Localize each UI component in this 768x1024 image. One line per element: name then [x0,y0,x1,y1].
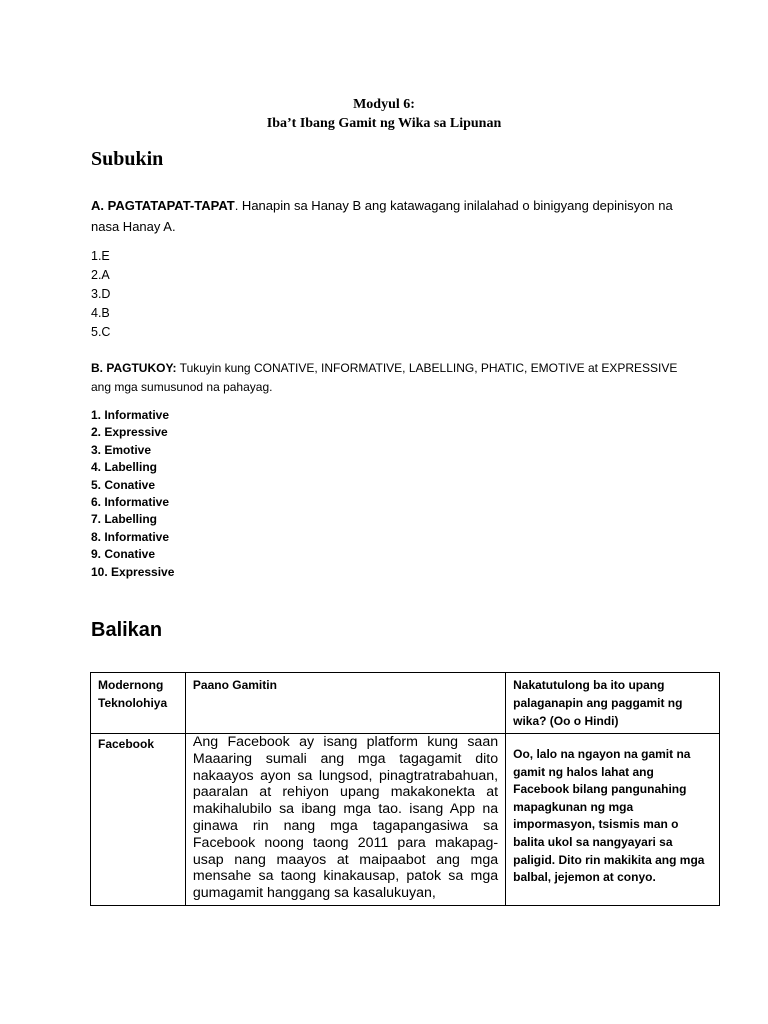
list-item: 4.B [91,306,110,320]
document-header [0,95,768,133]
section-b-answers [91,407,174,581]
header-paano-gamitin: Paano Gamitin [185,673,505,734]
module-title: Iba’t Ibang Gamit ng Wika sa Lipunan [266,116,502,131]
list-item: 10. Expressive [91,564,175,579]
subukin-heading: Subukin [91,148,164,170]
list-item: 4. Labelling [91,460,158,475]
table-row [91,734,720,906]
list-item: 2.A [91,268,110,282]
header-teknolohiya: Modernong Teknolohiya [91,673,186,734]
section-b-text: Tukuyin kung CONATIVE, INFORMATIVE, LABELLING, PHATIC, EMOTIVE at EXPRESSIVE ang mga sumusunod na pahayag. [91,361,678,394]
list-item: 3.D [91,287,111,301]
table-header-row [91,673,720,734]
module-number: Modyul 6: [353,97,415,112]
list-item: 5.C [91,325,111,339]
section-a-answers [91,247,110,342]
list-item: 1. Informative [91,408,170,422]
list-item: 6. Informative [91,495,170,510]
cell-answer: Oo, lalo na ngayon na gamit na gamit ng halos lahat ang Facebook bilang pangunahing mapagkunan ng mga impormasyon, tsismis man o balita ukol sa nangyayari sa paligid. Dito rin makikita ang mga balbal, jejemon at conyo. [506,734,720,906]
cell-tech: Facebook [91,734,186,906]
list-item: 9. Conative [91,547,156,562]
list-item: 1.E [91,249,110,263]
section-a-instruction [91,195,691,237]
list-item: 8. Informative [91,529,170,544]
section-b-instruction [91,359,691,397]
list-item: 3. Emotive [91,442,152,457]
list-item: 5. Conative [91,477,156,492]
section-b-label: B. PAGTUKOY: [91,361,177,375]
header-nakatutulong: Nakatutulong ba ito upang palaganapin ang paggamit ng wika? (Oo o Hindi) [506,673,720,734]
list-item: 7. Labelling [91,512,158,527]
section-a-text: . Hanapin sa Hanay B ang katawagang inilalahad o binigyang depinisyon na nasa Hanay A. [91,198,673,234]
balikan-table [90,672,720,906]
section-a-label: A. PAGTATAPAT-TAPAT [91,198,235,213]
list-item: 2. Expressive [91,425,168,440]
balikan-heading: Balikan [91,619,163,641]
cell-usage: Ang Facebook ay isang platform kung saan Maaaring sumali ang mga tagagamit dito nakaayos ayon sa lungsod, pinagtratrabahuan, paaralan at rehiyon upang makakonekta at makihalubilo sa ibang mga tao. isang App na ginawa rin nang mga tagapangasiwa sa Facebook noong taong 2011 para makapag-usap nang maayos at maipaabot ang mga mensahe sa taong kinakausap, patok sa mga gumagamit hanggang sa kasalukuyan, [185,734,505,906]
